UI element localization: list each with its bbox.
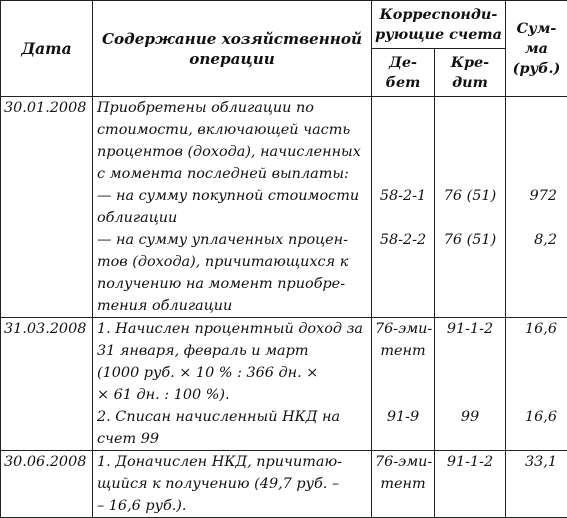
description-line: тения облигации (97, 295, 365, 317)
header-credit-line: дит (438, 73, 502, 93)
header-date: Дата (1, 1, 93, 97)
header-credit-line: Кре- (438, 53, 502, 73)
row-debit (372, 451, 435, 518)
header-credit (435, 49, 506, 97)
sum-value: 16,6 (509, 318, 557, 340)
description-line: процентов (дохода), начисленных (97, 141, 365, 163)
row-description (93, 451, 372, 518)
header-corresponding-accounts (372, 1, 506, 49)
header-corresponding-line: Корреспонди- (375, 5, 502, 25)
description-line: 1. Начислен процентный доход за (97, 318, 365, 340)
header-description-line: операции (96, 49, 368, 69)
date-text: 30.01.2008 (4, 97, 89, 119)
table-row (1, 318, 567, 451)
row-date (1, 451, 93, 518)
credit-value: 76 (51) (438, 229, 502, 251)
debit-value: 76-эми- (375, 318, 431, 340)
debit-value: 58-2-1 (375, 185, 431, 207)
header-sum-line: ма (509, 39, 564, 59)
credit-value: 99 (438, 406, 502, 428)
header-debit (372, 49, 435, 97)
row-sum (506, 451, 567, 518)
date-text: 31.03.2008 (4, 318, 89, 340)
sum-value: 972 (509, 185, 557, 207)
debit-value: 76-эми- (375, 451, 431, 473)
row-credit (435, 451, 506, 518)
description-line: тов (дохода), причитающихся к (97, 251, 365, 273)
header-debit-line: бет (375, 73, 431, 93)
sum-value: 16,6 (509, 406, 557, 428)
row-description (93, 97, 372, 318)
description-line: — на сумму покупной стоимости (97, 185, 365, 207)
sum-value: 8,2 (509, 229, 557, 251)
description-line: (1000 руб. × 10 % : 366 дн. × (97, 362, 365, 384)
description-line: 31 января, февраль и март (97, 340, 365, 362)
header-sum (506, 1, 567, 97)
debit-value: тент (375, 340, 431, 362)
date-text: 30.06.2008 (4, 451, 89, 473)
description-line: — на сумму уплаченных процен- (97, 229, 365, 251)
sum-value: 33,1 (509, 451, 557, 473)
row-debit (372, 97, 435, 318)
row-sum (506, 318, 567, 451)
header-description-line: Содержание хозяйственной (96, 29, 368, 49)
header-sum-line: Сум- (509, 19, 564, 39)
description-line: стоимости, включающей часть (97, 119, 365, 141)
description-line: получению на момент приобре- (97, 273, 365, 295)
header-debit-line: Де- (375, 53, 431, 73)
debit-value: 58-2-2 (375, 229, 431, 251)
debit-value: 91-9 (375, 406, 431, 428)
row-date (1, 97, 93, 318)
description-line: Приобретены облигации по (97, 97, 365, 119)
row-debit (372, 318, 435, 451)
credit-value: 91-1-2 (438, 451, 502, 473)
header-description (93, 1, 372, 97)
row-credit (435, 318, 506, 451)
header-corresponding-line: рующие счета (375, 25, 502, 45)
debit-value: тент (375, 473, 431, 495)
description-line: × 61 дн. : 100 %). (97, 384, 365, 406)
description-line: с момента последней выплаты: (97, 163, 365, 185)
description-line: 1. Доначислен НКД, причитаю- (97, 451, 365, 473)
header-sum-line: (руб.) (509, 59, 564, 79)
row-description (93, 318, 372, 451)
row-sum (506, 97, 567, 318)
table-row (1, 451, 567, 518)
credit-value: 76 (51) (438, 185, 502, 207)
row-date (1, 318, 93, 451)
description-line: – 16,6 руб.). (97, 495, 365, 517)
description-line: щийся к получению (49,7 руб. – (97, 473, 365, 495)
credit-value: 91-1-2 (438, 318, 502, 340)
table-row (1, 97, 567, 318)
description-line: 2. Списан начисленный НКД на (97, 406, 365, 428)
description-line: облигации (97, 207, 365, 229)
row-credit (435, 97, 506, 318)
description-line: счет 99 (97, 428, 365, 450)
